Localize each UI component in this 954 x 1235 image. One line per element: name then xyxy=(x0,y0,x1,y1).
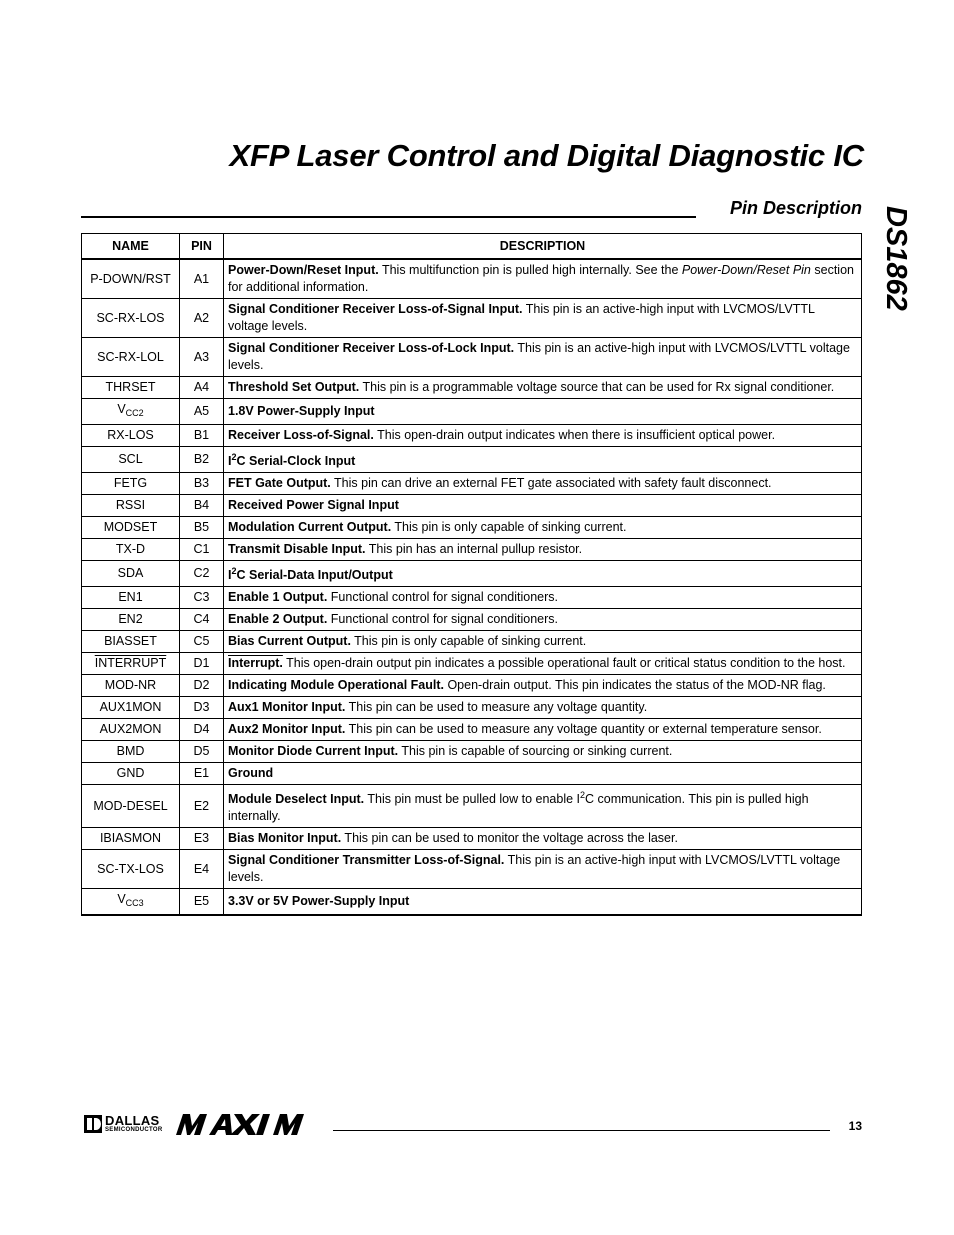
side-part-number xyxy=(869,206,919,336)
pin-name-cell xyxy=(82,850,180,889)
table-row xyxy=(82,850,862,889)
pin-number: C5 xyxy=(180,631,224,653)
description-text: This pin has an internal pullup resistor. xyxy=(365,542,583,556)
table-row xyxy=(82,609,862,631)
pin-name-cell xyxy=(82,609,180,631)
pin-name: AUX1MON xyxy=(99,700,162,714)
function-title-text: Threshold Set Output. xyxy=(228,380,360,394)
pin-name-cell xyxy=(82,338,180,377)
pin-number: B3 xyxy=(180,473,224,495)
pin-number: C2 xyxy=(180,561,224,587)
function-title-superscript: 2 xyxy=(231,452,237,462)
pin-name-cell xyxy=(82,587,180,609)
description-text: This pin is only capable of sinking current. xyxy=(350,634,587,648)
pin-number: B2 xyxy=(180,447,224,473)
pin-description xyxy=(224,539,862,561)
pin-name: MOD-DESEL xyxy=(93,798,168,813)
pin-number: E3 xyxy=(180,828,224,850)
pin-function-title xyxy=(228,263,379,277)
pin-name: MOD-NR xyxy=(104,678,157,692)
pin-number: E4 xyxy=(180,850,224,889)
table-row xyxy=(82,399,862,425)
pin-description xyxy=(224,338,862,377)
pin-name-cell xyxy=(82,425,180,447)
function-title-text: Module Deselect Input. xyxy=(228,792,365,806)
pin-name-cell xyxy=(82,889,180,916)
pin-function-title xyxy=(228,520,391,534)
function-title-text: Enable 1 Output. xyxy=(228,590,328,604)
description-text: This pin is an active-high input with LVCMOS/LVTTL voltage levels. xyxy=(228,341,850,372)
function-title-text: Signal Conditioner Transmitter Loss-of-Signal. xyxy=(228,853,505,867)
pin-number: E2 xyxy=(180,785,224,828)
pin-name-cell xyxy=(82,473,180,495)
pin-number: D5 xyxy=(180,741,224,763)
pin-function-title xyxy=(228,766,273,780)
pin-name-subscript: CC3 xyxy=(125,898,144,908)
pin-description-table xyxy=(81,233,862,916)
pin-name-cell xyxy=(82,631,180,653)
pin-name-cell xyxy=(82,763,180,785)
pin-function-title xyxy=(228,302,522,316)
table-row xyxy=(82,697,862,719)
pin-name-cell xyxy=(82,447,180,473)
pin-number: C3 xyxy=(180,587,224,609)
pin-description xyxy=(224,299,862,338)
function-title-text: Enable 2 Output. xyxy=(228,612,328,626)
pin-number: D3 xyxy=(180,697,224,719)
pin-name: BMD xyxy=(116,744,145,758)
pin-number: A2 xyxy=(180,299,224,338)
function-title-text: Ground xyxy=(228,766,274,780)
pin-description xyxy=(224,517,862,539)
description-text: This multifunction pin is pulled high internally. See the xyxy=(378,263,682,277)
pin-function-title xyxy=(228,792,364,806)
pin-name-subscript: CC2 xyxy=(125,408,144,418)
pin-function-title xyxy=(228,831,341,845)
pin-number: A1 xyxy=(180,259,224,299)
pin-name: RX-LOS xyxy=(107,428,154,442)
pin-name-cell xyxy=(82,741,180,763)
table-row xyxy=(82,828,862,850)
description-text: This pin is an active-high input with LVCMOS/LVTTL voltage levels. xyxy=(228,853,841,884)
description-text: Functional control for signal conditioners. xyxy=(327,590,558,604)
pin-number: E5 xyxy=(180,889,224,916)
function-title-text: C Serial-Clock Input xyxy=(236,454,356,468)
table-row xyxy=(82,495,862,517)
function-title-text: 3.3V or 5V Power-Supply Input xyxy=(228,894,410,908)
table-row xyxy=(82,561,862,587)
table-row xyxy=(82,425,862,447)
description-text: This pin can drive an external FET gate associated with safety fault disconnect. xyxy=(330,476,772,490)
function-title-text: Indicating Module Operational Fault. xyxy=(228,678,444,692)
function-title-text: Power-Down/Reset Input. xyxy=(228,263,379,277)
pin-name: GND xyxy=(116,766,145,780)
column-header-pin: PIN xyxy=(180,234,224,260)
pin-name-cell xyxy=(82,517,180,539)
pin-name-cell xyxy=(82,828,180,850)
pin-name: INTERRUPT xyxy=(94,656,167,670)
table-body xyxy=(82,259,862,915)
pin-function-title xyxy=(228,476,331,490)
document-title: XFP Laser Control and Digital Diagnostic IC xyxy=(229,138,864,173)
description-italic: Power-Down/Reset Pin xyxy=(681,263,811,277)
pin-name: V xyxy=(117,402,126,416)
pin-function-title xyxy=(228,428,374,442)
pin-number: B4 xyxy=(180,495,224,517)
pin-description xyxy=(224,259,862,299)
pin-name: BIASSET xyxy=(104,634,157,648)
footer-logo xyxy=(84,1113,329,1137)
pin-number: A5 xyxy=(180,399,224,425)
table-row xyxy=(82,653,862,675)
pin-description xyxy=(224,675,862,697)
description-text-sup: 2 xyxy=(580,790,586,800)
function-title-text: Modulation Current Output. xyxy=(228,520,392,534)
pin-description xyxy=(224,763,862,785)
function-title-text: C Serial-Data Input/Output xyxy=(236,568,393,582)
pin-number: C4 xyxy=(180,609,224,631)
pin-function-title xyxy=(228,634,351,648)
pin-name: THRSET xyxy=(105,380,156,394)
pin-name: FETG xyxy=(113,476,148,490)
function-title-text: Aux2 Monitor Input. xyxy=(228,722,346,736)
pin-name-cell xyxy=(82,299,180,338)
table-row xyxy=(82,473,862,495)
pin-description xyxy=(224,377,862,399)
description-text: This open-drain output indicates when there is insufficient optical power. xyxy=(373,428,776,442)
pin-function-title xyxy=(228,700,345,714)
function-title-text: FET Gate Output. xyxy=(228,476,331,490)
pin-name: SC-TX-LOS xyxy=(97,861,164,876)
pin-description xyxy=(224,631,862,653)
maxim-logo xyxy=(172,1114,326,1135)
pin-name: RSSI xyxy=(115,498,146,512)
pin-function-title xyxy=(228,853,504,867)
description-text: This pin can be used to measure any voltage quantity or external temperature sensor. xyxy=(345,722,822,736)
pin-number: D2 xyxy=(180,675,224,697)
table-row xyxy=(82,785,862,828)
pin-description xyxy=(224,561,862,587)
pin-name: MODSET xyxy=(103,520,158,534)
pin-function-title xyxy=(228,498,399,512)
pin-name: SCL xyxy=(118,452,143,466)
pin-name: V xyxy=(117,892,126,906)
section-title: Pin Description xyxy=(729,198,862,218)
function-title-text: Transmit Disable Input. xyxy=(228,542,366,556)
pin-name: EN2 xyxy=(118,612,143,626)
description-text-after: section for additional information. xyxy=(228,263,854,294)
pin-number: A3 xyxy=(180,338,224,377)
pin-description xyxy=(224,850,862,889)
pin-name-cell xyxy=(82,259,180,299)
footer-rule xyxy=(333,1130,830,1131)
pin-function-title xyxy=(228,341,514,355)
pin-number: D4 xyxy=(180,719,224,741)
table-row xyxy=(82,299,862,338)
pin-name-cell xyxy=(82,495,180,517)
table-row xyxy=(82,587,862,609)
function-title-text: Signal Conditioner Receiver Loss-of-Signal Input. xyxy=(228,302,523,316)
function-title-text: Bias Current Output. xyxy=(228,634,351,648)
pin-number: C1 xyxy=(180,539,224,561)
pin-name-cell xyxy=(82,697,180,719)
pin-description xyxy=(224,587,862,609)
description-text: This pin is only capable of sinking current. xyxy=(391,520,627,534)
pin-description xyxy=(224,889,862,916)
table-row xyxy=(82,719,862,741)
pin-name-cell xyxy=(82,561,180,587)
pin-description xyxy=(224,399,862,425)
pin-number: A4 xyxy=(180,377,224,399)
pin-name-cell xyxy=(82,675,180,697)
table-row xyxy=(82,517,862,539)
column-header-description: DESCRIPTION xyxy=(224,234,862,260)
dallas-logo-icon xyxy=(84,1115,102,1133)
table-row xyxy=(82,377,862,399)
pin-name-cell xyxy=(82,399,180,425)
pin-name-cell xyxy=(82,539,180,561)
pin-name: EN1 xyxy=(118,590,143,604)
pin-name-cell xyxy=(82,785,180,828)
table-header-row xyxy=(82,234,862,260)
table-row xyxy=(82,741,862,763)
table-row xyxy=(82,259,862,299)
column-header-name: NAME xyxy=(82,234,180,260)
pin-function-title xyxy=(228,678,444,692)
pin-description xyxy=(224,447,862,473)
function-title-prefix: I xyxy=(228,454,232,468)
dallas-logo-subtext: SEMICONDUCTOR xyxy=(105,1127,163,1133)
pin-description xyxy=(224,785,862,828)
pin-name-cell xyxy=(82,377,180,399)
pin-name: AUX2MON xyxy=(99,722,162,736)
pin-number: B5 xyxy=(180,517,224,539)
table-row xyxy=(82,763,862,785)
function-title-text: Received Power Signal Input xyxy=(228,498,399,512)
pin-function-title xyxy=(228,894,409,908)
pin-function-title xyxy=(228,380,359,394)
description-text-after: C communication. This pin is pulled high internally. xyxy=(228,792,809,823)
function-title-text: Aux1 Monitor Input. xyxy=(228,700,346,714)
description-text: This pin must be pulled low to enable I xyxy=(364,792,581,806)
section-rule xyxy=(81,216,696,218)
part-number-label: DS1862 xyxy=(880,206,912,311)
dallas-logo-text: DALLAS xyxy=(105,1113,160,1128)
page-number: 13 xyxy=(848,1119,862,1133)
description-text: This pin can be used to measure any voltage quantity. xyxy=(345,700,648,714)
pin-function-title xyxy=(228,656,283,670)
pin-name-cell xyxy=(82,653,180,675)
table-row xyxy=(82,539,862,561)
table-row xyxy=(82,447,862,473)
pin-function-title xyxy=(228,404,375,418)
pin-function-title xyxy=(228,454,355,468)
description-text: Functional control for signal conditioners. xyxy=(327,612,558,626)
pin-function-title xyxy=(228,568,393,582)
pin-description xyxy=(224,425,862,447)
pin-name: IBIASMON xyxy=(99,831,162,845)
pin-description xyxy=(224,473,862,495)
function-title-prefix: I xyxy=(228,568,232,582)
pin-description xyxy=(224,741,862,763)
function-title-text: Bias Monitor Input. xyxy=(228,831,342,845)
pin-description xyxy=(224,653,862,675)
table-row xyxy=(82,889,862,916)
function-title-text: Monitor Diode Current Input. xyxy=(228,744,399,758)
pin-name: P-DOWN/RST xyxy=(90,271,171,286)
pin-name: SC-RX-LOL xyxy=(97,349,164,364)
description-text: Open-drain output. This pin indicates the status of the MOD-NR flag. xyxy=(443,678,826,692)
pin-name: SDA xyxy=(117,566,144,580)
pin-name: TX-D xyxy=(115,542,146,556)
pin-description xyxy=(224,495,862,517)
pin-function-title xyxy=(228,590,327,604)
pin-number: D1 xyxy=(180,653,224,675)
pin-number: B1 xyxy=(180,425,224,447)
pin-description xyxy=(224,609,862,631)
table-row xyxy=(82,675,862,697)
table-row xyxy=(82,631,862,653)
pin-name: SC-RX-LOS xyxy=(96,310,165,325)
pin-description xyxy=(224,719,862,741)
description-text: This open-drain output pin indicates a possible operational fault or critical status condition to the host. xyxy=(282,656,846,670)
description-text: This pin is a programmable voltage source that can be used for Rx signal conditioner. xyxy=(359,380,835,394)
function-title-text: 1.8V Power-Supply Input xyxy=(228,404,375,418)
function-title-text: Receiver Loss-of-Signal. xyxy=(228,428,374,442)
pin-function-title xyxy=(228,612,327,626)
pin-name-cell xyxy=(82,719,180,741)
function-title-text: Signal Conditioner Receiver Loss-of-Lock Input. xyxy=(228,341,515,355)
pin-function-title xyxy=(228,542,366,556)
description-text: This pin is an active-high input with LVCMOS/LVTTL voltage levels. xyxy=(228,302,815,333)
pin-function-title xyxy=(228,722,345,736)
pin-description xyxy=(224,828,862,850)
description-text: This pin is capable of sourcing or sinking current. xyxy=(398,744,673,758)
function-title-text: Interrupt. xyxy=(228,656,283,670)
pin-function-title xyxy=(228,744,398,758)
description-text: This pin can be used to monitor the voltage across the laser. xyxy=(341,831,678,845)
pin-number: E1 xyxy=(180,763,224,785)
function-title-superscript: 2 xyxy=(231,566,237,576)
table-row xyxy=(82,338,862,377)
pin-description xyxy=(224,697,862,719)
